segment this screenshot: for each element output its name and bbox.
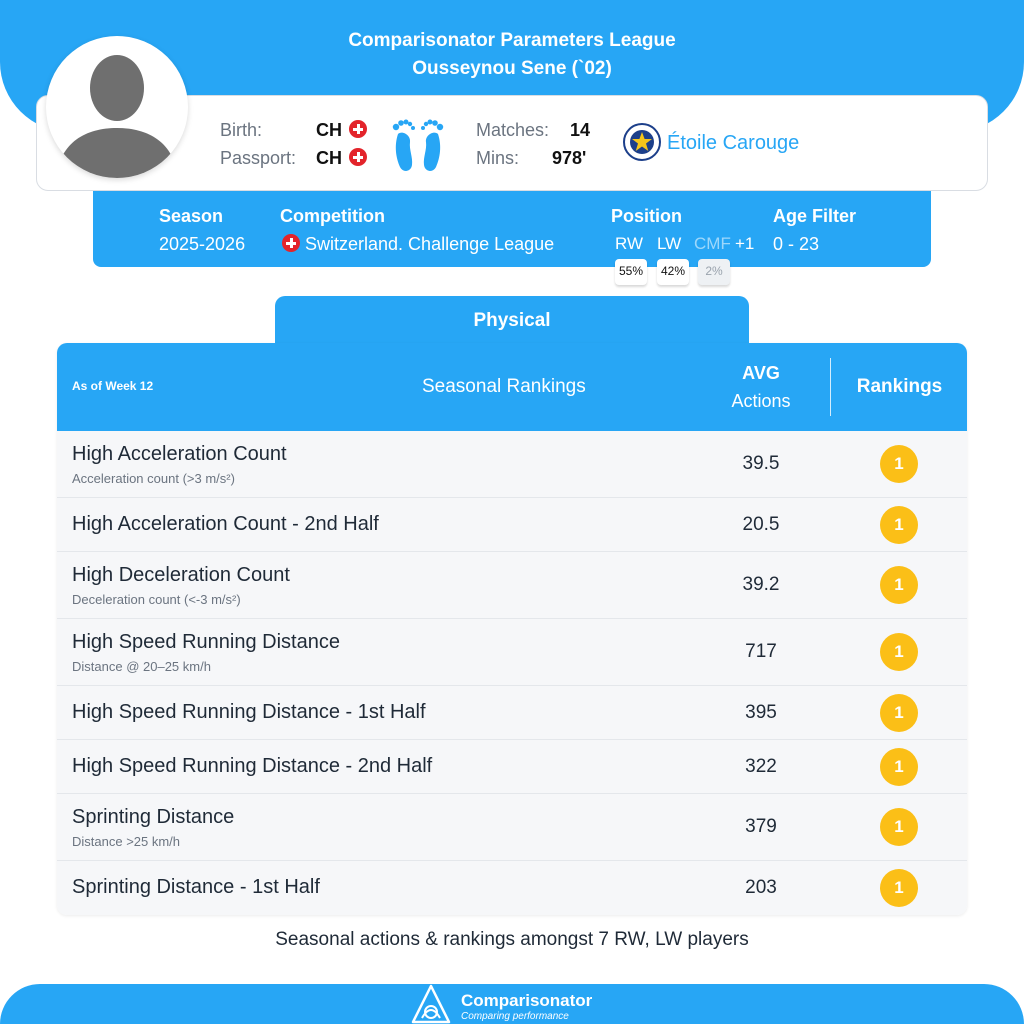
position-share: 42%: [657, 259, 689, 285]
metric-value: 39.5: [742, 453, 780, 474]
metric-description: Deceleration count (<-3 m/s²): [72, 592, 241, 607]
swiss-flag-icon: [349, 120, 367, 138]
actions-header: Actions: [731, 391, 791, 411]
table-row: [57, 861, 967, 915]
metric-name: Sprinting Distance: [72, 806, 235, 828]
metric-name: High Deceleration Count: [72, 564, 290, 586]
birth-label: Birth:: [220, 120, 263, 140]
table-row: [57, 431, 967, 498]
metric-value: 322: [745, 756, 777, 777]
metric-name: High Speed Running Distance: [72, 631, 340, 653]
rank-badge: 1: [880, 633, 918, 671]
metric-value: 20.5: [742, 514, 780, 535]
metric-description: Distance >25 km/h: [72, 834, 181, 849]
tab-physical[interactable]: Physical: [275, 296, 749, 346]
table-row: [57, 619, 967, 686]
position-share: 55%: [615, 259, 647, 285]
rank-badge: 1: [880, 566, 918, 604]
more-positions[interactable]: +1: [735, 234, 755, 253]
metric-description: Acceleration count (>3 m/s²): [72, 471, 235, 486]
position-code[interactable]: CMF: [694, 234, 731, 253]
position-label: Position: [611, 206, 682, 226]
avatar-silhouette-icon: [46, 36, 188, 178]
table-row: [57, 498, 967, 552]
matches-value: 14: [570, 120, 591, 140]
metric-value: 717: [745, 641, 777, 662]
metric-name: High Acceleration Count - 2nd Half: [72, 513, 379, 535]
matches-label: Matches:: [476, 120, 550, 140]
mins-label: Mins:: [476, 148, 520, 168]
comparisonator-logo-icon: [410, 984, 452, 1024]
season-label: Season: [159, 206, 224, 226]
swiss-flag-icon: [349, 148, 367, 166]
player-avatar: [46, 36, 188, 178]
table-row: [57, 740, 967, 794]
footprints-icon: [388, 112, 448, 174]
rank-badge: 1: [880, 445, 918, 483]
week-label: As of Week 12: [72, 379, 154, 393]
metric-name: High Speed Running Distance - 2nd Half: [72, 755, 433, 777]
rankings-table: [57, 343, 967, 915]
table-header: [57, 343, 967, 431]
rank-badge: 1: [880, 869, 918, 907]
passport-value: [316, 148, 367, 169]
metric-name: High Acceleration Count: [72, 443, 287, 465]
rank-badge: 1: [880, 748, 918, 786]
competition-value[interactable]: [280, 234, 554, 255]
swiss-flag-icon: [282, 234, 300, 252]
metric-value: 379: [745, 816, 777, 837]
competition-label: Competition: [280, 206, 385, 226]
competition-name: Switzerland. Challenge League: [305, 234, 555, 254]
rank-badge: 1: [880, 506, 918, 544]
table-row: [57, 794, 967, 861]
mins-value: 978': [552, 148, 587, 168]
filter-bar: [93, 191, 931, 267]
rank-badge: 1: [880, 694, 918, 732]
club-crest-icon: [623, 123, 661, 161]
brand-tagline: Comparing performance: [461, 1011, 569, 1022]
league-name: Comparisonator Parameters League: [348, 30, 676, 51]
position-code[interactable]: RW: [615, 234, 644, 253]
club-name[interactable]: Étoile Carouge: [667, 132, 800, 154]
metric-value: 395: [745, 702, 777, 723]
season-value[interactable]: 2025-2026: [159, 234, 246, 254]
table-title: Seasonal Rankings: [422, 376, 586, 397]
position-share: 2%: [698, 259, 730, 285]
footer-note: Seasonal actions & rankings amongst 7 RW, LW players: [275, 929, 749, 950]
age-filter-value[interactable]: 0 - 23: [773, 234, 820, 254]
passport-country: CH: [316, 148, 342, 168]
header-divider: [830, 358, 831, 416]
position-code[interactable]: LW: [657, 234, 682, 253]
metric-value: 39.2: [742, 574, 780, 595]
player-name: Ousseynou Sene (`02): [412, 58, 612, 79]
table-row: [57, 686, 967, 740]
avg-header: AVG: [742, 363, 780, 383]
birth-value: [316, 120, 367, 141]
metric-name: High Speed Running Distance - 1st Half: [72, 701, 426, 723]
metric-name: Sprinting Distance - 1st Half: [72, 876, 320, 898]
birth-country: CH: [316, 120, 342, 140]
table-row: [57, 552, 967, 619]
age-filter-label: Age Filter: [773, 206, 857, 226]
metric-description: Distance @ 20–25 km/h: [72, 659, 211, 674]
metric-value: 203: [745, 877, 777, 898]
passport-label: Passport:: [220, 148, 297, 168]
rank-badge: 1: [880, 808, 918, 846]
rankings-header: Rankings: [856, 376, 943, 397]
brand-name: Comparisonator: [461, 991, 593, 1010]
